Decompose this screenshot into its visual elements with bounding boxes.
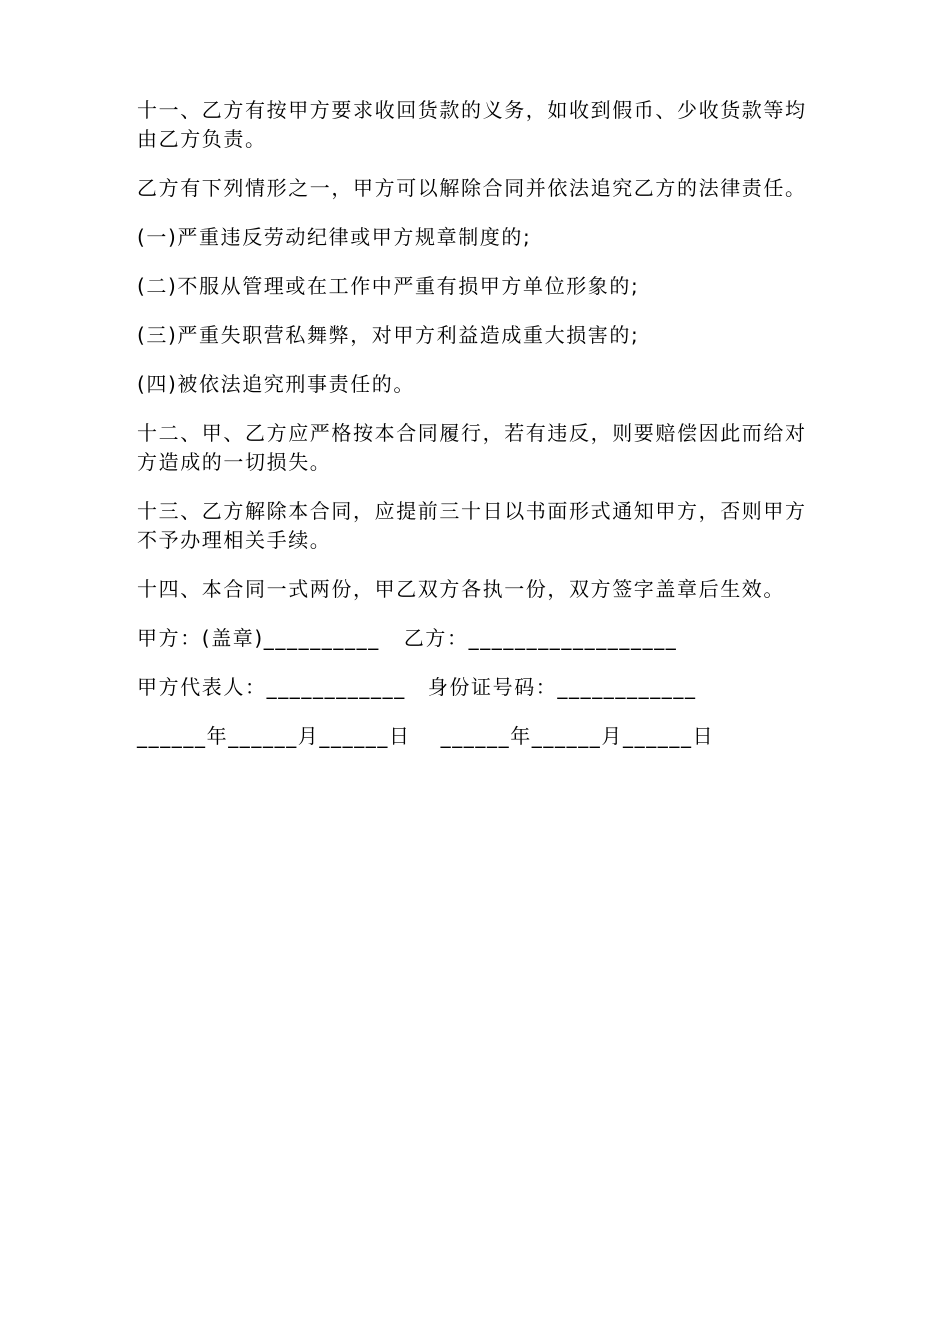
signature-row-parties — [137, 624, 827, 653]
termination-intro: 乙方有下列情形之一，甲方可以解除合同并依法追究乙方的法律责任。 — [137, 176, 807, 200]
party-a-representative-field[interactable]: 甲方代表人：____________ — [137, 675, 406, 699]
party-b-field[interactable]: 乙方：__________________ — [403, 626, 678, 650]
termination-item-1: (一)严重违反劳动纪律或甲方规章制度的; — [137, 225, 532, 249]
termination-item-3: (三)严重失职营私舞弊，对甲方利益造成重大损害的; — [137, 323, 640, 347]
date-field-left[interactable]: ______年______月______日 — [137, 724, 411, 748]
clause-14: 十四、本合同一式两份，甲乙双方各执一份，双方签字盖章后生效。 — [137, 577, 785, 601]
party-a-seal-field[interactable]: 甲方：(盖章)__________ — [137, 626, 380, 650]
termination-item-2: (二)不服从管理或在工作中严重有损甲方单位形象的; — [137, 274, 640, 298]
termination-item-4: (四)被依法追究刑事责任的。 — [137, 372, 416, 396]
signature-row-representative — [137, 673, 827, 702]
clause-11: 十一、乙方有按甲方要求收回货款的义务，如收到假币、少收货款等均由乙方负责。 — [137, 98, 807, 151]
signature-row-dates — [137, 722, 827, 751]
clause-13: 十三、乙方解除本合同，应提前三十日以书面形式通知甲方，否则甲方不予办理相关手续。 — [137, 499, 807, 552]
date-field-right[interactable]: ______年______月______日 — [440, 724, 715, 748]
clause-12: 十二、甲、乙方应严格按本合同履行，若有违反，则要赔偿因此而给对方造成的一切损失。 — [137, 421, 807, 474]
contract-page — [137, 96, 827, 771]
id-number-field[interactable]: 身份证号码：____________ — [427, 675, 697, 699]
